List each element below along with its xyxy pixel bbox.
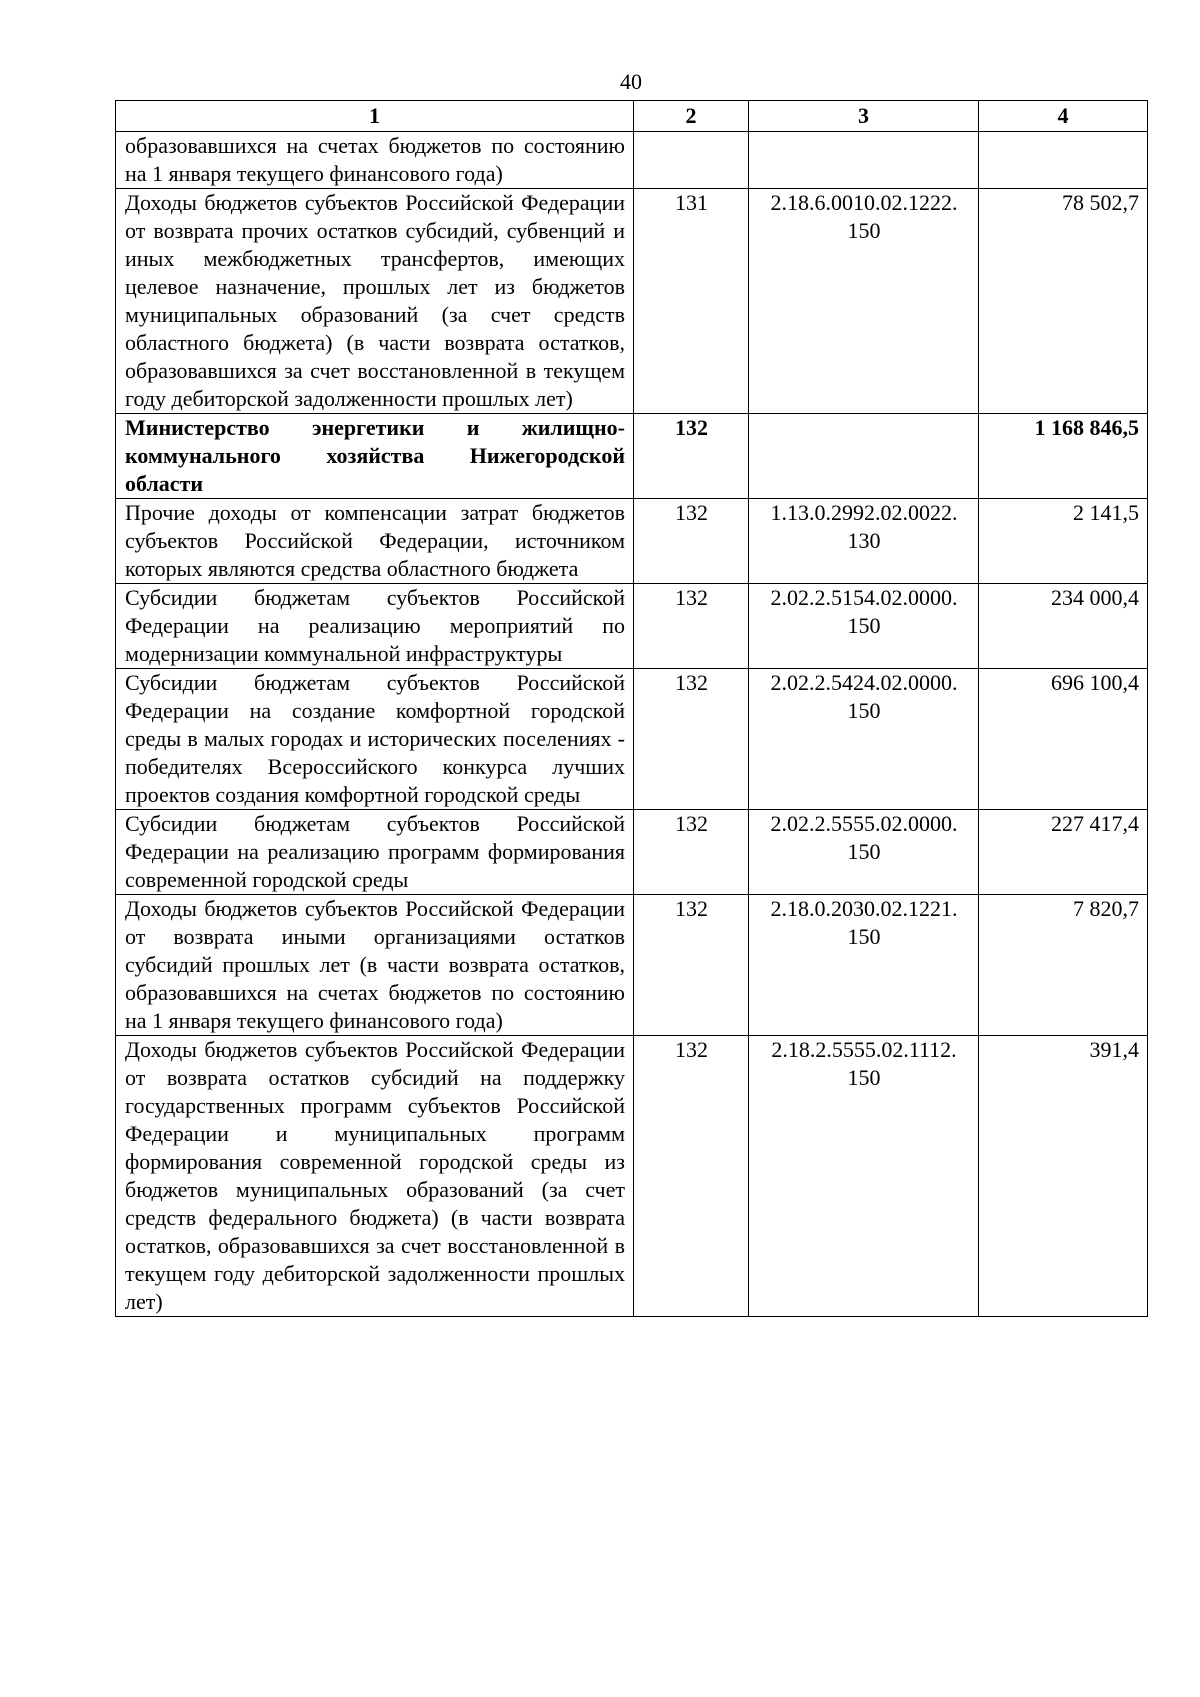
row-amount: 7 820,7 [979,895,1148,1036]
table-row [116,132,1148,189]
column-header-2: 2 [634,101,749,132]
row-kbk-code: 2.18.0.2030.02.1221. 150 [749,895,979,1036]
table-header-row [116,101,1148,132]
row-code: 132 [634,499,749,584]
table-body [116,132,1148,1317]
table-row [116,584,1148,669]
row-description: Доходы бюджетов субъектов Российской Федерации от возврата прочих остатков субсидий, субвенций и иных межбюджетных трансфертов, имеющих целевое назначение, прошлых лет из бюджетов муниципальных образований (за счет средств областного бюджета) (в части возврата остатков, образовавшихся за счет восстановленной в текущем году дебиторской задолженности прошлых лет) [116,189,634,414]
row-description: Доходы бюджетов субъектов Российской Федерации от возврата остатков субсидий на поддержку государственных программ субъектов Российской Федерации и муниципальных программ формирования современной городской среды из бюджетов муниципальных образований (за счет средств федерального бюджета) (в части возврата остатков, образовавшихся за счет восстановленной в текущем году дебиторской задолженности прошлых лет) [116,1036,634,1317]
row-kbk-code: 1.13.0.2992.02.0022. 130 [749,499,979,584]
row-code: 131 [634,189,749,414]
row-amount: 391,4 [979,1036,1148,1317]
table-row [116,669,1148,810]
row-description: Министерство энергетики и жилищно-коммунального хозяйства Нижегородской области [116,414,634,499]
row-kbk-code [749,414,979,499]
row-code: 132 [634,895,749,1036]
row-kbk-code: 2.02.2.5154.02.0000. 150 [749,584,979,669]
row-description: Субсидии бюджетам субъектов Российской Федерации на реализацию мероприятий по модернизации коммунальной инфраструктуры [116,584,634,669]
row-amount: 2 141,5 [979,499,1148,584]
row-kbk-code: 2.18.6.0010.02.1222. 150 [749,189,979,414]
column-header-1: 1 [116,101,634,132]
revenue-table [115,100,1148,1317]
row-amount: 78 502,7 [979,189,1148,414]
row-amount: 227 417,4 [979,810,1148,895]
row-description: образовавшихся на счетах бюджетов по состоянию на 1 января текущего финансового года) [116,132,634,189]
row-description: Субсидии бюджетам субъектов Российской Федерации на реализацию программ формирования современной городской среды [116,810,634,895]
row-amount: 234 000,4 [979,584,1148,669]
table-row [116,499,1148,584]
row-amount [979,132,1148,189]
row-description: Доходы бюджетов субъектов Российской Федерации от возврата иными организациями остатков субсидий прошлых лет (в части возврата остатков, образовавшихся на счетах бюджетов по состоянию на 1 января текущего финансового года) [116,895,634,1036]
table-row [116,1036,1148,1317]
table-row [116,414,1148,499]
row-amount: 696 100,4 [979,669,1148,810]
row-kbk-code: 2.18.2.5555.02.1112. 150 [749,1036,979,1317]
table-row [116,895,1148,1036]
table-row [116,189,1148,414]
row-kbk-code [749,132,979,189]
row-code: 132 [634,414,749,499]
row-code: 132 [634,810,749,895]
page-number: 40 [620,69,642,94]
row-amount: 1 168 846,5 [979,414,1148,499]
row-kbk-code: 2.02.2.5424.02.0000. 150 [749,669,979,810]
row-description: Прочие доходы от компенсации затрат бюджетов субъектов Российской Федерации, источником которых являются средства областного бюджета [116,499,634,584]
table-row [116,810,1148,895]
column-header-3: 3 [749,101,979,132]
column-header-4: 4 [979,101,1148,132]
row-code: 132 [634,1036,749,1317]
row-code [634,132,749,189]
row-description: Субсидии бюджетам субъектов Российской Федерации на создание комфортной городской среды в малых городах и исторических поселениях - победителях Всероссийского конкурса лучших проектов создания комфортной городской среды [116,669,634,810]
row-kbk-code: 2.02.2.5555.02.0000. 150 [749,810,979,895]
row-code: 132 [634,669,749,810]
row-code: 132 [634,584,749,669]
